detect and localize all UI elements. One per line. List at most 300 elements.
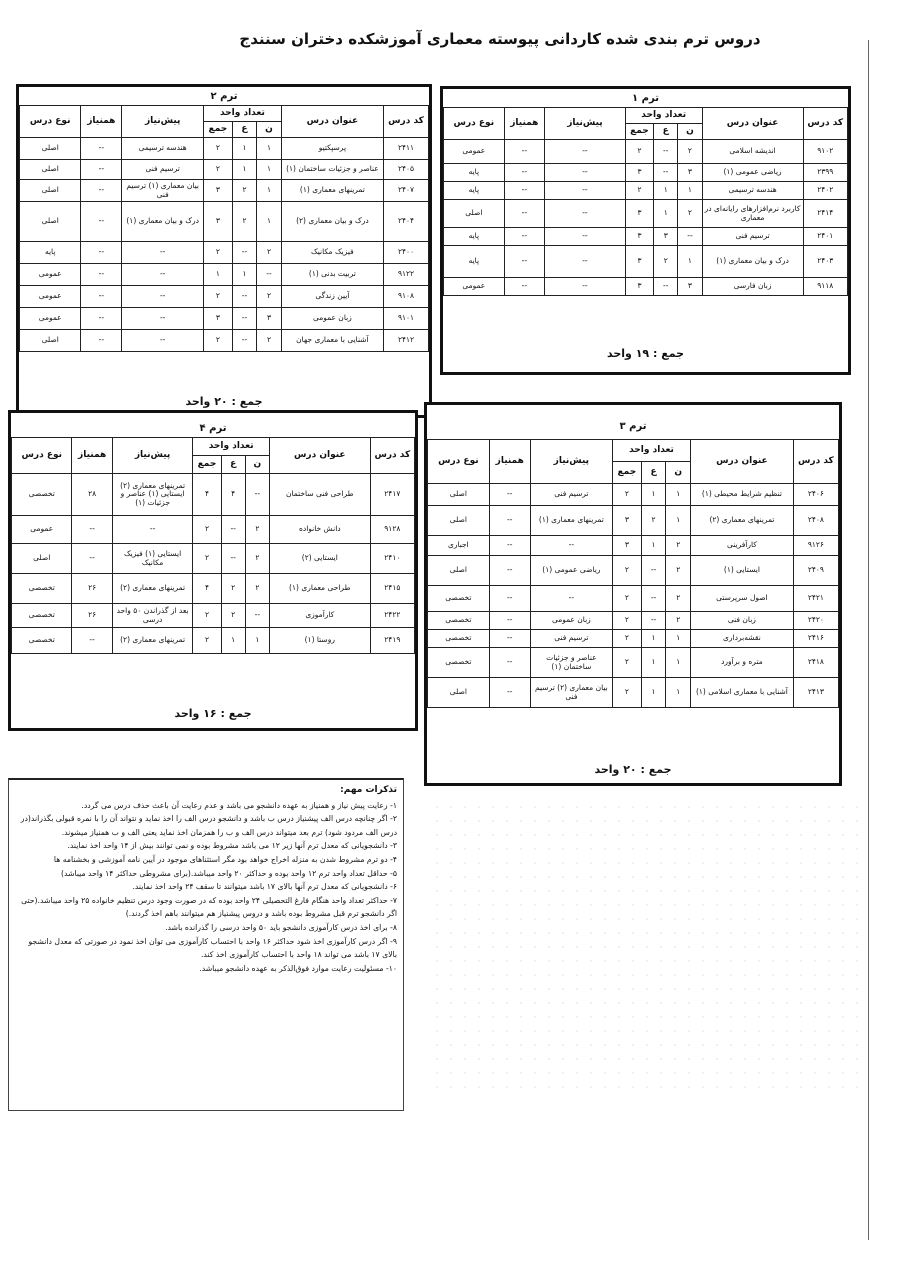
cell-title: پرسپکتیو [281, 138, 383, 160]
header-sum: جمع [625, 124, 653, 140]
note-item: ۱۰- مسئولیت رعایت موارد فوق‌الذکر به عهده دانشجو میباشد. [199, 963, 397, 973]
cell-code: ۲۴۱۱ [384, 138, 429, 160]
cell-theory: ۱ [245, 628, 269, 654]
cell-theory: -- [245, 604, 269, 628]
note-item: ۲- اگر چنانچه درس الف پیشنیاز درس ب باشد و دانشجو درس الف را اخذ نماید و نتواند آن را با نمره قبولی بگذراند(در درس الف مردود شود) ترم بعد میتواند درس الف و ب را همزمان اخذ نماید یعنی الف و ب همنیاز میشوند. [20, 814, 397, 837]
cell-title: اندیشه اسلامی [702, 140, 803, 164]
header-title: عنوان درس [269, 438, 370, 474]
cell-code: ۲۴۲۲ [370, 604, 414, 628]
table-row [444, 200, 848, 228]
term-total: جمع : ۲۰ واحد [594, 763, 672, 776]
table-row [444, 140, 848, 164]
cell-practical: ۴ [221, 474, 245, 516]
header-title: عنوان درس [691, 440, 794, 484]
header-units: تعداد واحد [612, 440, 690, 462]
cell-sum: ۲ [612, 678, 641, 708]
header-prereq: پیش‌نیاز [530, 440, 612, 484]
cell-type: تخصصی [12, 604, 72, 628]
cell-theory: ۲ [666, 556, 691, 586]
cell-sum: ۴ [193, 574, 221, 604]
header-theory: ن [678, 124, 702, 140]
notes-list [15, 799, 397, 976]
cell-title: ریاضی عمومی (۱) [702, 164, 803, 182]
cell-title: زبان عمومی [281, 308, 383, 330]
header-title: عنوان درس [281, 106, 383, 138]
header-theory: ن [257, 122, 282, 138]
cell-theory: ۱ [666, 484, 691, 506]
cell-coreq: ۲۶ [72, 604, 112, 628]
cell-title: تمرینهای معماری (۱) [281, 180, 383, 202]
cell-coreq: -- [81, 308, 122, 330]
header-prereq: پیش‌نیاز [112, 438, 193, 474]
cell-practical: -- [641, 586, 666, 612]
cell-sum: ۳ [204, 308, 233, 330]
cell-practical: ۲ [221, 604, 245, 628]
cell-sum: ۲ [204, 242, 233, 264]
cell-theory: ۲ [257, 286, 282, 308]
cell-sum: ۳ [625, 200, 653, 228]
cell-prereq: -- [122, 286, 204, 308]
cell-coreq: -- [81, 264, 122, 286]
cell-theory: ۲ [257, 242, 282, 264]
cell-sum: ۲ [612, 556, 641, 586]
cell-sum: ۲ [612, 484, 641, 506]
cell-theory: ۳ [257, 308, 282, 330]
cell-theory: ۱ [678, 182, 702, 200]
table-row [12, 544, 415, 574]
cell-sum: ۲ [193, 628, 221, 654]
table-row [428, 536, 839, 556]
table-row [20, 242, 429, 264]
cell-theory: ۲ [666, 536, 691, 556]
cell-code: ۲۴۲۰ [793, 612, 838, 630]
header-type: نوع درس [20, 106, 81, 138]
cell-theory: ۲ [257, 330, 282, 352]
cell-prereq: بعد از گذراندن ۵۰ واحد درسی [112, 604, 193, 628]
cell-code: ۹۱۲۸ [370, 516, 414, 544]
cell-prereq: -- [530, 586, 612, 612]
cell-theory: ۱ [666, 648, 691, 678]
cell-prereq: ترسیم فنی [530, 630, 612, 648]
cell-practical: -- [221, 516, 245, 544]
cell-practical: ۱ [641, 536, 666, 556]
cell-theory: ۱ [257, 202, 282, 242]
header-practical: ع [221, 456, 245, 474]
cell-practical: ۱ [232, 138, 257, 160]
cell-title: آشنایی با معماری جهان [281, 330, 383, 352]
cell-sum: ۳ [625, 278, 653, 296]
cell-theory: ۲ [245, 544, 269, 574]
table-row [444, 278, 848, 296]
table-row [428, 612, 839, 630]
cell-practical: ۱ [641, 630, 666, 648]
cell-coreq: -- [81, 138, 122, 160]
cell-prereq: زبان عمومی [530, 612, 612, 630]
cell-code: ۹۱۰۲ [803, 140, 847, 164]
cell-code: ۹۱۲۶ [793, 536, 838, 556]
cell-practical: -- [232, 308, 257, 330]
course-table [19, 105, 429, 352]
notes-box [8, 778, 404, 1111]
cell-sum: ۳ [625, 164, 653, 182]
cell-sum: ۲ [193, 516, 221, 544]
cell-code: ۲۴۰۹ [793, 556, 838, 586]
cell-type: تخصصی [428, 630, 490, 648]
cell-prereq: -- [545, 140, 626, 164]
course-table [443, 107, 848, 296]
cell-type: اصلی [428, 506, 490, 536]
header-coreq: همنیاز [72, 438, 112, 474]
cell-prereq: -- [122, 242, 204, 264]
cell-code: ۹۱۲۲ [384, 264, 429, 286]
cell-prereq: تمرینهای معماری (۲) [112, 574, 193, 604]
table-row [444, 164, 848, 182]
cell-title: ترسیم فنی [702, 228, 803, 246]
table-row [12, 628, 415, 654]
cell-code: ۹۱۰۱ [384, 308, 429, 330]
cell-title: آشنایی با معماری اسلامی (۱) [691, 678, 794, 708]
notes-heading: تذکرات مهم: [340, 785, 397, 795]
cell-coreq: -- [489, 648, 530, 678]
term-3-sheet [424, 402, 842, 786]
term-1-sheet [440, 86, 851, 375]
cell-prereq: ترسیم فنی [122, 160, 204, 180]
background-speckle [430, 800, 860, 1100]
header-code: کد درس [803, 108, 847, 140]
table-row [428, 586, 839, 612]
cell-coreq: -- [81, 330, 122, 352]
cell-practical: -- [654, 278, 678, 296]
course-table [427, 439, 839, 708]
cell-type: عمومی [20, 308, 81, 330]
cell-coreq: -- [81, 286, 122, 308]
cell-coreq: -- [81, 242, 122, 264]
cell-title: اصول سرپرستی [691, 586, 794, 612]
term-total: جمع : ۲۰ واحد [185, 395, 263, 408]
cell-type: اصلی [20, 160, 81, 180]
cell-title: کارآفرینی [691, 536, 794, 556]
cell-coreq: -- [504, 278, 544, 296]
cell-theory: ۲ [245, 574, 269, 604]
term-2-sheet [16, 84, 432, 418]
cell-code: ۲۴۱۶ [793, 630, 838, 648]
cell-type: تخصصی [12, 474, 72, 516]
cell-coreq: -- [504, 200, 544, 228]
cell-coreq: -- [72, 628, 112, 654]
cell-theory: ۳ [678, 164, 702, 182]
header-practical: ع [641, 462, 666, 484]
cell-type: عمومی [12, 516, 72, 544]
cell-practical: ۱ [221, 628, 245, 654]
term-label: ترم ۳ [619, 421, 647, 432]
cell-sum: ۲ [612, 630, 641, 648]
cell-practical: -- [654, 140, 678, 164]
cell-title: کارآموزی [269, 604, 370, 628]
cell-type: تخصصی [428, 612, 490, 630]
cell-theory: ۲ [666, 612, 691, 630]
header-code: کد درس [793, 440, 838, 484]
cell-prereq: عناصر و جزئیات ساختمان (۱) [530, 648, 612, 678]
cell-sum: ۳ [625, 228, 653, 246]
cell-coreq: -- [72, 516, 112, 544]
cell-prereq: -- [122, 308, 204, 330]
table-row [428, 648, 839, 678]
header-type: نوع درس [12, 438, 72, 474]
header-practical: ع [232, 122, 257, 138]
cell-sum: ۲ [204, 330, 233, 352]
cell-prereq: ایستایی (۱) فیزیک مکانیک [112, 544, 193, 574]
cell-coreq: ۲۸ [72, 474, 112, 516]
cell-theory: ۲ [666, 586, 691, 612]
cell-sum: ۱ [204, 264, 233, 286]
cell-title: آیین زندگی [281, 286, 383, 308]
cell-code: ۲۴۰۸ [793, 506, 838, 536]
cell-practical: ۲ [232, 180, 257, 202]
cell-type: پایه [444, 164, 505, 182]
cell-theory: ۱ [678, 246, 702, 278]
cell-coreq: -- [489, 536, 530, 556]
table-row [20, 160, 429, 180]
cell-theory: ۲ [245, 516, 269, 544]
cell-coreq: -- [489, 630, 530, 648]
note-item: ۸- برای اخذ درس کارآموزی دانشجو باید ۵۰ واحد درسی را گذرانده باشد. [165, 922, 397, 932]
table-row [428, 630, 839, 648]
cell-sum: ۳ [625, 246, 653, 278]
term-label: ترم ۲ [210, 91, 238, 102]
cell-title: طراحی فنی ساختمان [269, 474, 370, 516]
cell-code: ۲۴۱۵ [370, 574, 414, 604]
cell-prereq: ترسیم فنی [530, 484, 612, 506]
cell-type: پایه [444, 182, 505, 200]
cell-code: ۲۴۱۴ [803, 200, 847, 228]
cell-code: ۹۱۰۸ [384, 286, 429, 308]
table-row [20, 286, 429, 308]
cell-practical: ۲ [641, 506, 666, 536]
cell-coreq: -- [81, 160, 122, 180]
cell-prereq: بیان معماری (۲) ترسیم فنی [530, 678, 612, 708]
cell-sum: ۲ [193, 544, 221, 574]
cell-sum: ۲ [612, 648, 641, 678]
cell-theory: -- [257, 264, 282, 286]
cell-coreq: ۲۶ [72, 574, 112, 604]
table-row [444, 228, 848, 246]
cell-practical: -- [232, 242, 257, 264]
table-row [12, 604, 415, 628]
header-sum: جمع [193, 456, 221, 474]
header-coreq: همنیاز [81, 106, 122, 138]
cell-sum: ۳ [612, 536, 641, 556]
cell-code: ۲۴۱۷ [370, 474, 414, 516]
cell-code: ۲۴۲۱ [793, 586, 838, 612]
cell-code: ۲۴۰۳ [803, 246, 847, 278]
table-row [444, 246, 848, 278]
note-item: ۷- حداکثر تعداد واحد هنگام فارغ التحصیلی ۲۴ واحد بوده که در صورت وجود درس تنظیم خانواده ۲۵ واحد میباشد.(حتی اگر دانشجو ترم قبل مشروط بوده باشد و دروس پیشنیاز هم میتوانند باهم اخذ گردند.) [21, 895, 397, 919]
cell-coreq: -- [81, 202, 122, 242]
header-title: عنوان درس [702, 108, 803, 140]
note-item: ۵- حداقل تعداد واحد ترم ۱۲ واحد بوده و حداکثر ۲۰ واحد میباشد.(برای مشروطی حداکثر ۱۴ واحد میباشد) [61, 868, 397, 878]
cell-title: عناصر و جزئیات ساختمان (۱) [281, 160, 383, 180]
cell-code: ۲۴۰۱ [803, 228, 847, 246]
cell-coreq: -- [489, 612, 530, 630]
cell-prereq: تمرینهای معماری (۲) ایستایی (۱) عناصر و جزئیات (۱) [112, 474, 193, 516]
header-type: نوع درس [428, 440, 490, 484]
cell-type: اصلی [428, 484, 490, 506]
header-prereq: پیش‌نیاز [545, 108, 626, 140]
header-sum: جمع [204, 122, 233, 138]
cell-coreq: -- [489, 678, 530, 708]
cell-title: نقشه‌برداری [691, 630, 794, 648]
header-units: تعداد واحد [625, 108, 702, 124]
term-total: جمع : ۱۶ واحد [174, 707, 252, 720]
cell-coreq: -- [504, 164, 544, 182]
cell-type: عمومی [20, 286, 81, 308]
table-row [20, 330, 429, 352]
header-units: تعداد واحد [193, 438, 270, 456]
note-item: ۱- رعایت پیش نیاز و همنیاز به عهده دانشجو می باشد و عدم رعایت آن باعث حذف درس می گردد. [81, 800, 397, 810]
cell-practical: -- [654, 164, 678, 182]
cell-title: درک و بیان معماری (۱) [702, 246, 803, 278]
note-item: ۳- دانشجویانی که معدل ترم آنها زیر ۱۲ می باشد مشروط بوده و نمی توانند بیش از ۱۴ واحد اخذ نمایند. [67, 841, 397, 851]
cell-theory: ۱ [666, 678, 691, 708]
cell-coreq: -- [504, 182, 544, 200]
cell-code: ۹۱۱۸ [803, 278, 847, 296]
cell-type: تخصصی [12, 628, 72, 654]
cell-title: درک و بیان معماری (۲) [281, 202, 383, 242]
table-row [12, 516, 415, 544]
term-4-sheet [8, 410, 418, 731]
header-prereq: پیش‌نیاز [122, 106, 204, 138]
cell-prereq: -- [545, 228, 626, 246]
cell-practical: ۲ [232, 202, 257, 242]
cell-sum: ۲ [612, 586, 641, 612]
cell-title: تربیت بدنی (۱) [281, 264, 383, 286]
cell-type: اصلی [20, 138, 81, 160]
cell-prereq: تمرینهای معماری (۱) [530, 506, 612, 536]
cell-title: زبان فنی [691, 612, 794, 630]
cell-theory: ۱ [257, 180, 282, 202]
cell-theory: ۲ [678, 200, 702, 228]
cell-theory: -- [245, 474, 269, 516]
cell-type: پایه [444, 228, 505, 246]
cell-practical: -- [232, 330, 257, 352]
cell-type: اصلی [428, 556, 490, 586]
cell-theory: -- [678, 228, 702, 246]
cell-title: فیزیک مکانیک [281, 242, 383, 264]
cell-practical: ۱ [232, 160, 257, 180]
cell-coreq: -- [504, 140, 544, 164]
table-row [20, 180, 429, 202]
cell-title: دانش خانواده [269, 516, 370, 544]
cell-code: ۲۴۱۸ [793, 648, 838, 678]
cell-code: ۲۴۰۰ [384, 242, 429, 264]
cell-type: اصلی [444, 200, 505, 228]
note-item: ۴- دو ترم مشروط شدن به منزله اخراج خواهد بود مگر استثناهای موجود در آیین نامه آموزشی و بخشنامه ها [53, 854, 397, 864]
cell-prereq: بیان معماری (۱) ترسیم فنی [122, 180, 204, 202]
header-code: کد درس [384, 106, 429, 138]
cell-practical: ۱ [641, 648, 666, 678]
table-row [20, 138, 429, 160]
cell-sum: ۲ [612, 612, 641, 630]
cell-type: اجباری [428, 536, 490, 556]
note-item: ۶- دانشجویانی که معدل ترم آنها بالای ۱۷ باشد میتوانند تا سقف ۲۴ واحد اخذ نمایند. [132, 882, 397, 892]
cell-practical: ۱ [232, 264, 257, 286]
cell-title: زبان فارسی [702, 278, 803, 296]
term-total: جمع : ۱۹ واحد [606, 347, 685, 360]
header-practical: ع [654, 124, 678, 140]
cell-title: ایستایی (۱) [691, 556, 794, 586]
cell-type: عمومی [20, 264, 81, 286]
cell-type: اصلی [20, 330, 81, 352]
cell-type: عمومی [444, 140, 505, 164]
cell-title: طراحی معماری (۱) [269, 574, 370, 604]
table-row [428, 506, 839, 536]
cell-theory: ۱ [666, 630, 691, 648]
cell-practical: ۱ [654, 182, 678, 200]
header-coreq: همنیاز [489, 440, 530, 484]
cell-practical: ۲ [221, 574, 245, 604]
cell-type: پایه [20, 242, 81, 264]
cell-coreq: -- [489, 556, 530, 586]
cell-prereq: -- [530, 536, 612, 556]
cell-coreq: -- [72, 544, 112, 574]
cell-practical: ۲ [654, 246, 678, 278]
term-label: ترم ۱ [632, 93, 659, 104]
header-type: نوع درس [444, 108, 505, 140]
cell-coreq: -- [504, 228, 544, 246]
cell-sum: ۲ [204, 160, 233, 180]
cell-code: ۲۴۰۷ [384, 180, 429, 202]
header-sum: جمع [612, 462, 641, 484]
header-code: کد درس [370, 438, 414, 474]
note-item: ۹- اگر درس کارآموزی اخذ شود حداکثر ۱۶ واحد با احتساب کارآموزی می توان اخذ نمود در صورتی که معدل دانشجو بالای ۱۷ باشد می تواند ۱۸ واحد با احتساب کارآموزی اخذ کند. [28, 936, 397, 960]
cell-code: ۲۴۰۶ [793, 484, 838, 506]
cell-prereq: هندسه ترسیمی [122, 138, 204, 160]
cell-theory: ۲ [678, 140, 702, 164]
cell-prereq: -- [112, 516, 193, 544]
cell-code: ۲۴۱۹ [370, 628, 414, 654]
cell-practical: -- [232, 286, 257, 308]
cell-practical: -- [641, 612, 666, 630]
table-row [12, 474, 415, 516]
cell-practical: ۱ [641, 678, 666, 708]
page-border-line [868, 40, 869, 1240]
cell-theory: ۳ [678, 278, 702, 296]
cell-type: اصلی [20, 180, 81, 202]
cell-prereq: تمرینهای معماری (۲) [112, 628, 193, 654]
cell-title: روستا (۱) [269, 628, 370, 654]
cell-sum: ۳ [612, 506, 641, 536]
cell-type: پایه [444, 246, 505, 278]
cell-prereq: -- [545, 164, 626, 182]
cell-prereq: درک و بیان معماری (۱) [122, 202, 204, 242]
table-row [20, 202, 429, 242]
cell-coreq: -- [504, 246, 544, 278]
table-row [20, 308, 429, 330]
table-row [428, 556, 839, 586]
cell-sum: ۲ [204, 286, 233, 308]
cell-code: ۲۳۹۹ [803, 164, 847, 182]
cell-prereq: -- [122, 264, 204, 286]
cell-title: تمرینهای معماری (۲) [691, 506, 794, 536]
cell-code: ۲۴۰۲ [803, 182, 847, 200]
cell-sum: ۴ [193, 474, 221, 516]
page-title: دروس ترم بندی شده کاردانی پیوسته معماری آموزشکده دختران سنندج [239, 30, 761, 48]
table-row [428, 678, 839, 708]
table-row [428, 484, 839, 506]
cell-coreq: -- [489, 506, 530, 536]
cell-prereq: -- [122, 330, 204, 352]
cell-practical: ۱ [641, 484, 666, 506]
